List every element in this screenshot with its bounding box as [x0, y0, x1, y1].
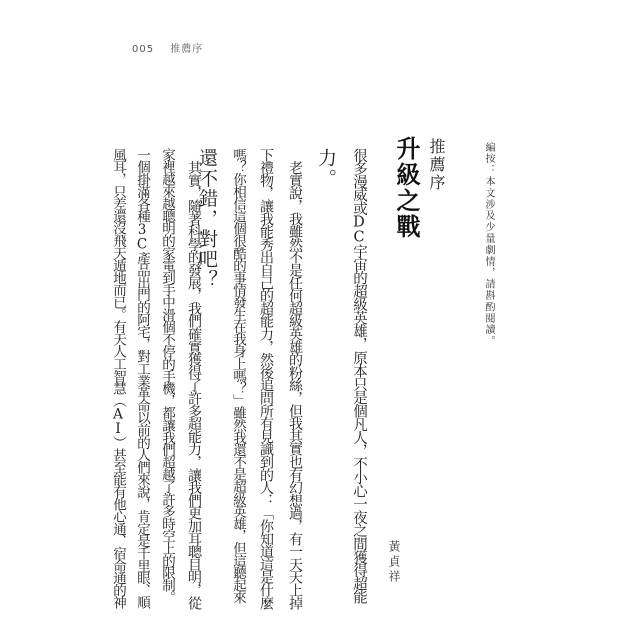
- section-title: 升級之戰: [392, 136, 421, 240]
- body-column-8: 家裡越來越聰明的家電到手中滑個不停的手機，都讓我們超越了許多時空上的限制。: [159, 148, 175, 604]
- body-column-5: 嗎？你相信這個很酷的事情發生在我身上嗎？」雖然我還不是超級英雄，但這聽起來: [230, 148, 246, 604]
- body-column-6: 還不錯，對吧？: [196, 148, 218, 290]
- body-column-4: 下禮物，讓我能秀出自己的超能力，然後追問所有見識到的人：「你知道這是什麼: [258, 148, 274, 609]
- body-column-10: 風耳，只差還沒飛天遁地而已。有天人工智慧（AI）甚至能有他心通、宿命通的神: [110, 148, 126, 609]
- body-column-3: 老實說，我雖然不是任何超級英雄的粉絲，但我其實也有幻想過，有一天天上掉: [287, 148, 303, 609]
- running-title: 推薦序: [170, 44, 204, 55]
- body-column-9: 一個掛滿各種3C產品出門的阿宅，對工業革命以前的人們來說，肯定是千里眼、順: [134, 148, 150, 609]
- section-label: 推薦序: [427, 138, 446, 192]
- body-column-2: 力。: [315, 148, 337, 189]
- page-number: 005: [132, 44, 155, 55]
- body-column-7: 其實，隨著科學的發展，我們確實獲得了許多超能力，讓我們更加耳聰目明，從: [186, 148, 202, 609]
- editor-note: 編按：本文涉及少量劇情，請斟酌閱讀。: [483, 142, 494, 348]
- body-column-1: 很多漫威或DC宇宙的超級英雄，原本只是個凡人，不小心一夜之間獲得超能: [351, 148, 367, 604]
- author-name: 黃貞祥: [387, 540, 401, 585]
- running-header: [132, 40, 203, 55]
